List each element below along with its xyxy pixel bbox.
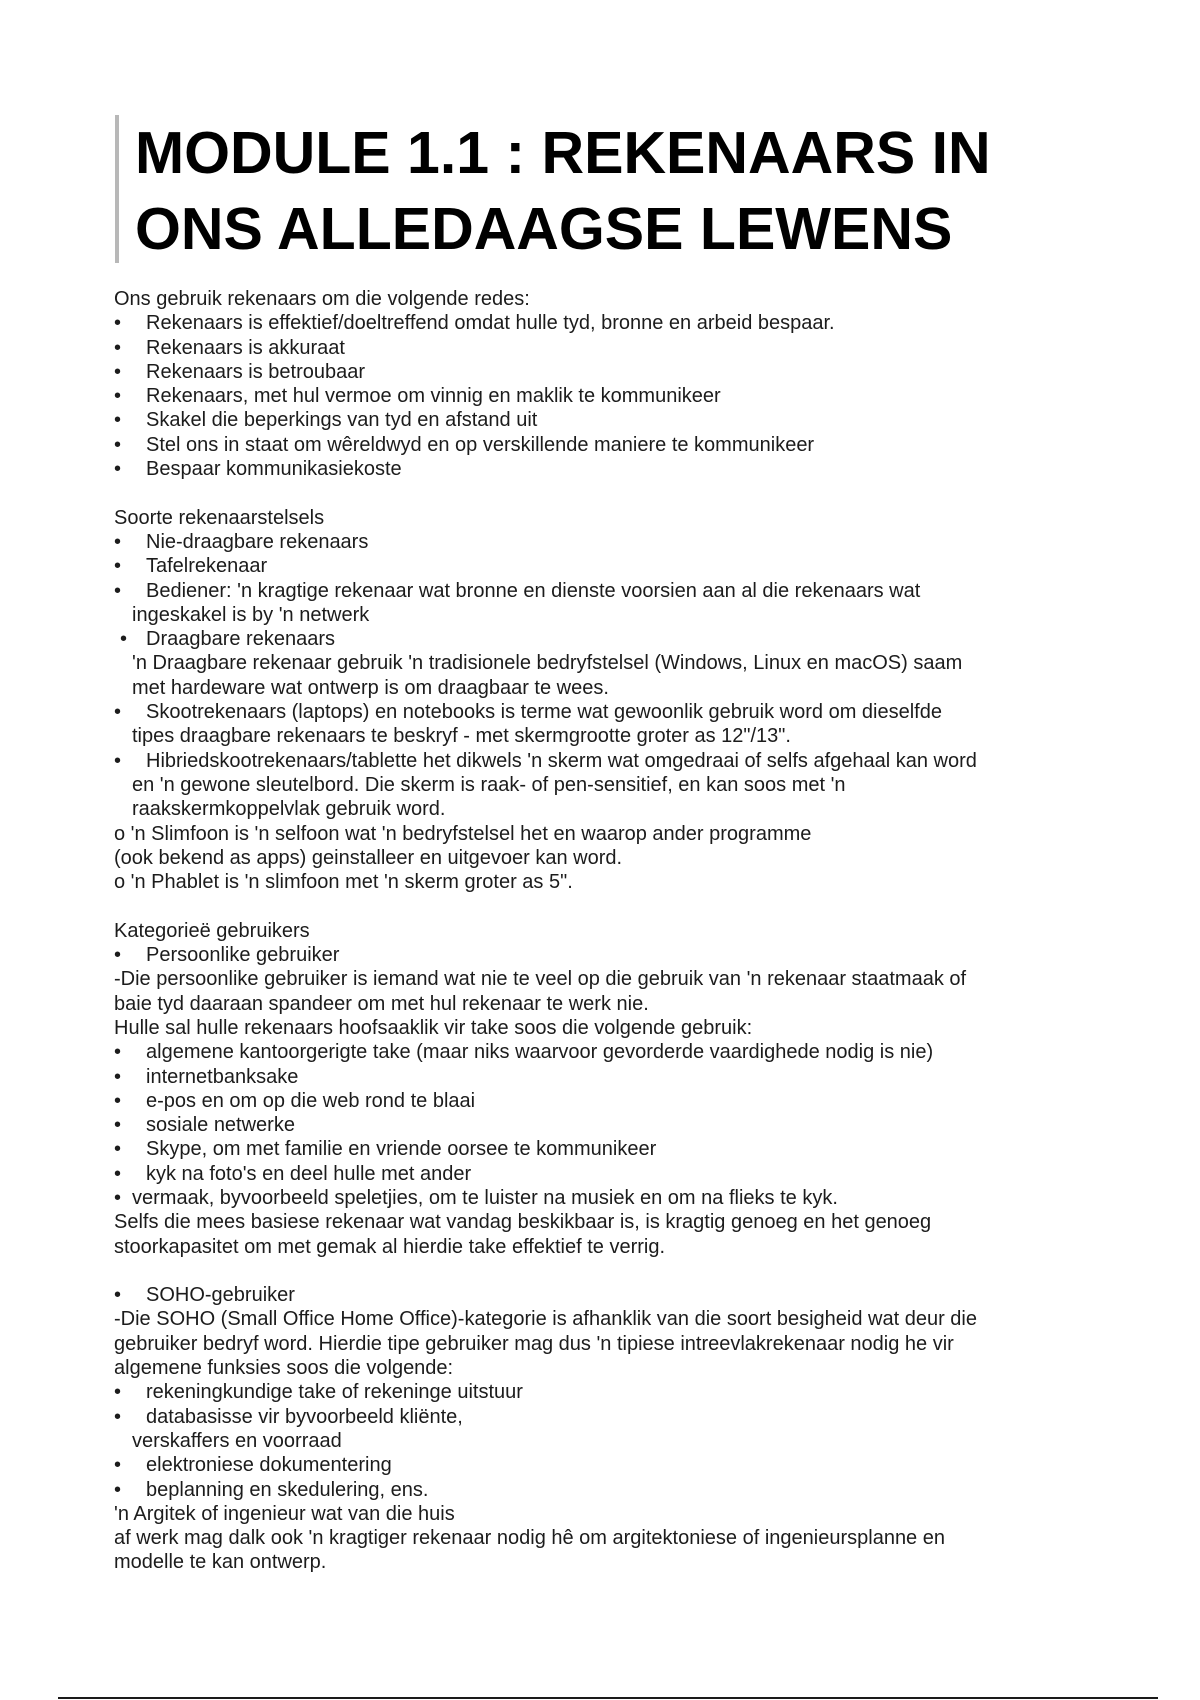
line-text: ingeskakel is by 'n netwerk bbox=[132, 603, 370, 626]
bullet-symbol: • bbox=[114, 701, 122, 724]
line-text: -Die persoonlike gebruiker is iemand wat nie te veel op die gebruik van 'n rekenaar staatmaak of bbox=[114, 968, 967, 991]
line-text: Skype, om met familie en vriende oorsee te kommunikeer bbox=[146, 1138, 657, 1161]
bullet-item bbox=[114, 1162, 1114, 1186]
text-line bbox=[114, 506, 1114, 530]
line-text: Bediener: 'n kragtige rekenaar wat bronne en dienste voorsien aan al die rekenaars wat bbox=[146, 579, 921, 602]
line-text: (ook bekend as apps) geinstalleer en uitgevoer kan word. bbox=[114, 846, 623, 869]
text-line bbox=[114, 1016, 1114, 1040]
text-line bbox=[114, 1210, 1114, 1234]
bullet-symbol: • bbox=[114, 360, 122, 383]
bullet-symbol: • bbox=[114, 312, 122, 335]
bullet-item bbox=[114, 554, 1114, 578]
bullet-item bbox=[114, 700, 1114, 724]
line-text: modelle te kan ontwerp. bbox=[114, 1551, 327, 1574]
line-text: gebruiker bedryf word. Hierdie tipe gebruiker mag dus 'n tipiese intreevlakrekenaar nodig he vir bbox=[114, 1332, 954, 1355]
line-text: sosiale netwerke bbox=[146, 1114, 295, 1137]
line-text: Rekenaars, met hul vermoe om vinnig en maklik te kommunikeer bbox=[146, 385, 721, 408]
line-text: Nie-draagbare rekenaars bbox=[146, 530, 369, 553]
module-title-line-2: ONS ALLEDAAGSE LEWENS bbox=[135, 196, 953, 262]
bullet-symbol: • bbox=[120, 628, 128, 651]
bullet-symbol: • bbox=[114, 1381, 122, 1404]
text-line bbox=[114, 1526, 1114, 1550]
bullet-symbol: • bbox=[114, 1405, 122, 1428]
text-line bbox=[114, 287, 1114, 311]
bullet-item bbox=[114, 311, 1114, 335]
bullet-symbol: • bbox=[114, 530, 122, 553]
bullet-symbol: • bbox=[114, 1454, 122, 1477]
bullet-symbol: • bbox=[114, 1114, 122, 1137]
bullet-item bbox=[114, 433, 1114, 457]
text-line bbox=[114, 1332, 1114, 1356]
bullet-symbol: • bbox=[114, 1089, 122, 1112]
bullet-item bbox=[114, 1137, 1114, 1161]
line-text: met hardeware wat ontwerp is om draagbaar te wees. bbox=[132, 676, 609, 699]
bullet-item bbox=[114, 1040, 1114, 1064]
line-text: Rekenaars is effektief/doeltreffend omdat hulle tyd, bronne en arbeid bespaar. bbox=[146, 312, 835, 335]
bullet-symbol: • bbox=[114, 385, 122, 408]
bullet-symbol: • bbox=[114, 1478, 122, 1501]
indented-line bbox=[114, 797, 1114, 821]
bullet-symbol: • bbox=[114, 579, 122, 602]
text-line bbox=[114, 919, 1114, 943]
line-text: elektroniese dokumentering bbox=[146, 1454, 392, 1477]
line-text: Draagbare rekenaars bbox=[146, 628, 335, 651]
bullet-symbol: • bbox=[114, 555, 122, 578]
blank-line bbox=[114, 894, 1114, 918]
line-text: tipes draagbare rekenaars te beskryf - met skermgrootte groter as 12"/13". bbox=[132, 725, 791, 748]
bullet-symbol: • bbox=[114, 944, 122, 967]
bullet-item bbox=[114, 1478, 1114, 1502]
line-text: Skakel die beperkings van tyd en afstand uit bbox=[146, 409, 538, 432]
line-text: Persoonlike gebruiker bbox=[146, 944, 340, 967]
bullet-item bbox=[114, 336, 1114, 360]
text-line bbox=[114, 1550, 1114, 1574]
line-text: beplanning en skedulering, ens. bbox=[146, 1478, 429, 1501]
module-title-line-1: MODULE 1.1 : REKENAARS IN bbox=[135, 120, 991, 186]
bullet-item bbox=[114, 1186, 1114, 1210]
line-text: e-pos en om op die web rond te blaai bbox=[146, 1089, 476, 1112]
line-text: baie tyd daaraan spandeer om met hul rekenaar te werk nie. bbox=[114, 992, 649, 1015]
indented-line bbox=[114, 676, 1114, 700]
bullet-symbol: • bbox=[114, 1284, 122, 1307]
bullet-symbol: • bbox=[114, 433, 122, 456]
line-text: algemene kantoorgerigte take (maar niks waarvoor gevorderde vaardighede nodig is nie) bbox=[146, 1041, 934, 1064]
bullet-symbol: • bbox=[114, 1186, 122, 1209]
line-text: Rekenaars is akkuraat bbox=[146, 336, 345, 359]
bullet-symbol: • bbox=[114, 749, 122, 772]
bullet-item bbox=[114, 384, 1114, 408]
line-text: internetbanksake bbox=[146, 1065, 299, 1088]
bullet-item bbox=[114, 1453, 1114, 1477]
line-text: stoorkapasitet om met gemak al hierdie take effektief te verrig. bbox=[114, 1235, 666, 1258]
line-text: SOHO-gebruiker bbox=[146, 1284, 295, 1307]
line-text: raakskermkoppelvlak gebruik word. bbox=[132, 798, 446, 821]
line-text: algemene funksies soos die volgende: bbox=[114, 1357, 454, 1380]
bullet-item bbox=[114, 360, 1114, 384]
bullet-symbol: • bbox=[114, 1138, 122, 1161]
line-text: Tafelrekenaar bbox=[146, 555, 268, 578]
bullet-symbol: • bbox=[114, 409, 122, 432]
line-text: Soorte rekenaarstelsels bbox=[114, 506, 325, 529]
bullet-item bbox=[114, 1065, 1114, 1089]
bullet-item bbox=[114, 1283, 1114, 1307]
line-text: Skootrekenaars (laptops) en notebooks is terme wat gewoonlik gebruik word om dieselfde bbox=[146, 701, 942, 724]
line-text: 'n Draagbare rekenaar gebruik 'n tradisionele bedryfstelsel (Windows, Linux en macOS) saam bbox=[132, 652, 963, 675]
bullet-symbol: • bbox=[114, 336, 122, 359]
line-text: o 'n Slimfoon is 'n selfoon wat 'n bedryfstelsel het en waarop ander programme bbox=[114, 822, 812, 845]
text-line bbox=[114, 846, 1114, 870]
indented-line bbox=[114, 773, 1114, 797]
bullet-symbol: • bbox=[114, 1162, 122, 1185]
text-line bbox=[114, 992, 1114, 1016]
bullet-item bbox=[114, 457, 1114, 481]
text-line bbox=[114, 967, 1114, 991]
module-title bbox=[115, 115, 1119, 263]
text-line bbox=[114, 822, 1114, 846]
bullet-item bbox=[114, 749, 1114, 773]
line-text: verskaffers en voorraad bbox=[132, 1429, 342, 1452]
line-text: rekeningkundige take of rekeninge uitstuur bbox=[146, 1381, 523, 1404]
indented-line bbox=[114, 651, 1114, 675]
line-text: kyk na foto's en deel hulle met ander bbox=[146, 1162, 472, 1185]
bullet-item bbox=[114, 1380, 1114, 1404]
bullet-symbol: • bbox=[114, 1041, 122, 1064]
line-text: Kategorieë gebruikers bbox=[114, 919, 310, 942]
line-text: vermaak, byvoorbeeld speletjies, om te luister na musiek en om na flieks te kyk. bbox=[132, 1186, 838, 1209]
indented-line bbox=[114, 1429, 1114, 1453]
bullet-item bbox=[114, 408, 1114, 432]
bullet-symbol: • bbox=[114, 458, 122, 481]
line-text: Stel ons in staat om wêreldwyd en op verskillende maniere te kommunikeer bbox=[146, 433, 815, 456]
text-line bbox=[114, 1356, 1114, 1380]
bullet-item bbox=[114, 1405, 1114, 1429]
blank-line bbox=[114, 481, 1114, 505]
line-text: Ons gebruik rekenaars om die volgende redes: bbox=[114, 288, 530, 310]
indented-line bbox=[114, 724, 1114, 748]
line-text: databasisse vir byvoorbeeld kliënte, bbox=[146, 1405, 463, 1428]
bullet-symbol: • bbox=[114, 1065, 122, 1088]
line-text: Hibriedskootrekenaars/tablette het dikwels 'n skerm wat omgedraai of selfs afgehaal kan word bbox=[146, 749, 977, 772]
indented-line bbox=[114, 603, 1114, 627]
bullet-item bbox=[114, 1113, 1114, 1137]
bullet-item bbox=[114, 627, 1114, 651]
bullet-item bbox=[114, 579, 1114, 603]
text-line bbox=[114, 1307, 1114, 1331]
text-line bbox=[114, 870, 1114, 894]
bullet-item bbox=[114, 943, 1114, 967]
line-text: Bespaar kommunikasiekoste bbox=[146, 458, 402, 481]
line-text: 'n Argitek of ingenieur wat van die huis bbox=[114, 1502, 455, 1525]
line-text: Rekenaars is betroubaar bbox=[146, 360, 366, 383]
bullet-item bbox=[114, 530, 1114, 554]
blank-line bbox=[114, 1259, 1114, 1283]
line-text: Selfs die mees basiese rekenaar wat vandag beskikbaar is, is kragtig genoeg en het genoeg bbox=[114, 1211, 932, 1234]
text-line bbox=[114, 1502, 1114, 1526]
body-text bbox=[114, 287, 1114, 1575]
bullet-item bbox=[114, 1089, 1114, 1113]
line-text: en 'n gewone sleutelbord. Die skerm is raak- of pen-sensitief, en kan soos met 'n bbox=[132, 773, 846, 796]
line-text: Hulle sal hulle rekenaars hoofsaaklik vir take soos die volgende gebruik: bbox=[114, 1016, 753, 1039]
text-line bbox=[114, 1235, 1114, 1259]
line-text: o 'n Phablet is 'n slimfoon met 'n skerm groter as 5". bbox=[114, 871, 573, 894]
line-text: af werk mag dalk ook 'n kragtiger rekenaar nodig hê om argitektoniese of ingenieursplanne en bbox=[114, 1527, 945, 1550]
footer-rule bbox=[58, 1697, 1158, 1699]
line-text: -Die SOHO (Small Office Home Office)-kategorie is afhanklik van die soort besigheid wat deur die bbox=[114, 1308, 977, 1331]
